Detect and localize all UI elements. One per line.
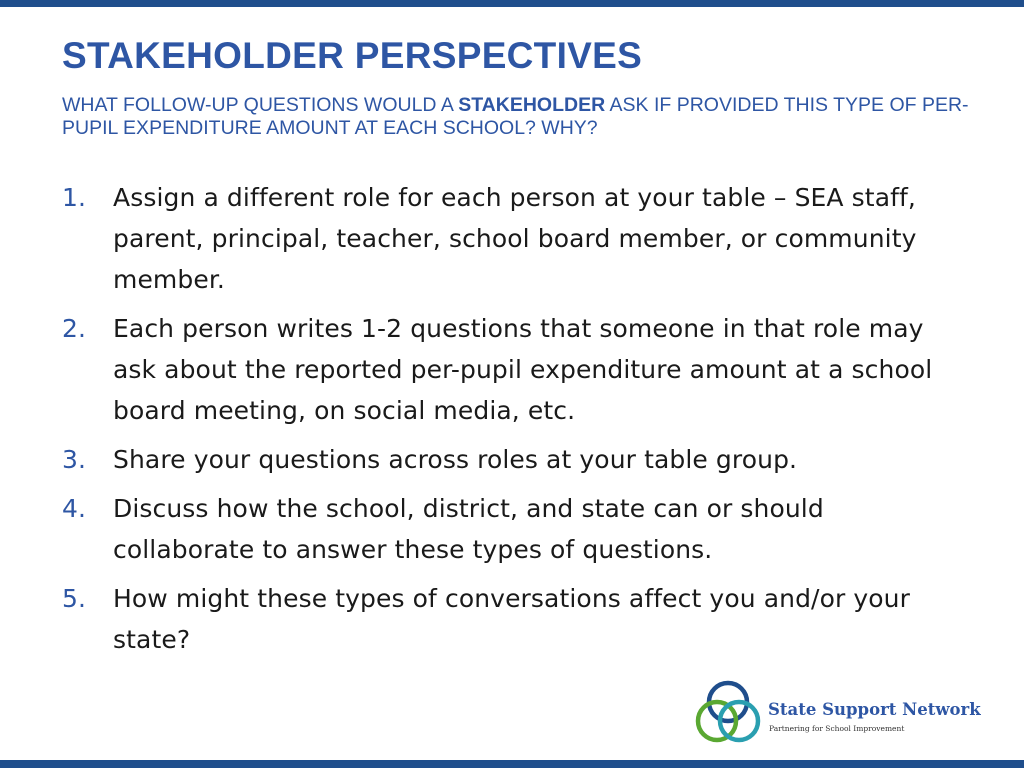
step-number: 4.	[62, 494, 87, 523]
list-item	[62, 578, 972, 660]
list-item	[62, 488, 972, 570]
step-number: 3.	[62, 445, 87, 474]
step-number: 2.	[62, 314, 87, 343]
step-text: Share your questions across roles at your table group.	[113, 445, 798, 474]
logo-tagline: Partnering for School Improvement	[769, 724, 905, 733]
step-text: Assign a different role for each person at your table – SEA staff, parent, principal, teacher, school board member, or community member.	[113, 183, 917, 294]
state-support-network-logo	[688, 676, 988, 756]
step-text: Each person writes 1-2 questions that someone in that role may ask about the reported per-pupil expenditure amount at a school board meeting, on social media, etc.	[113, 314, 933, 425]
subtitle-text-after: ASK IF PROVIDED THIS TYPE OF PER-PUPIL EXPENDITURE AMOUNT AT EACH SCHOOL? WHY?	[62, 94, 969, 139]
slide-title: STAKEHOLDER PERSPECTIVES	[62, 35, 643, 76]
bottom-accent-bar	[0, 760, 1024, 768]
slide-subtitle	[62, 94, 982, 140]
step-number: 5.	[62, 584, 87, 613]
list-item	[62, 177, 972, 300]
step-number: 1.	[62, 183, 87, 212]
steps-list	[62, 177, 972, 668]
step-text: How might these types of conversations affect you and/or your state?	[113, 584, 911, 654]
top-accent-bar	[0, 0, 1024, 7]
list-item	[62, 439, 972, 480]
subtitle-text-before: WHAT FOLLOW-UP QUESTIONS WOULD A	[62, 94, 459, 116]
interlocking-circles-logo-icon	[688, 676, 768, 756]
logo-name: State Support Network	[768, 700, 981, 719]
list-item	[62, 308, 972, 431]
step-text: Discuss how the school, district, and state can or should collaborate to answer these types of questions.	[113, 494, 824, 564]
subtitle-emphasis: STAKEHOLDER	[458, 94, 606, 116]
